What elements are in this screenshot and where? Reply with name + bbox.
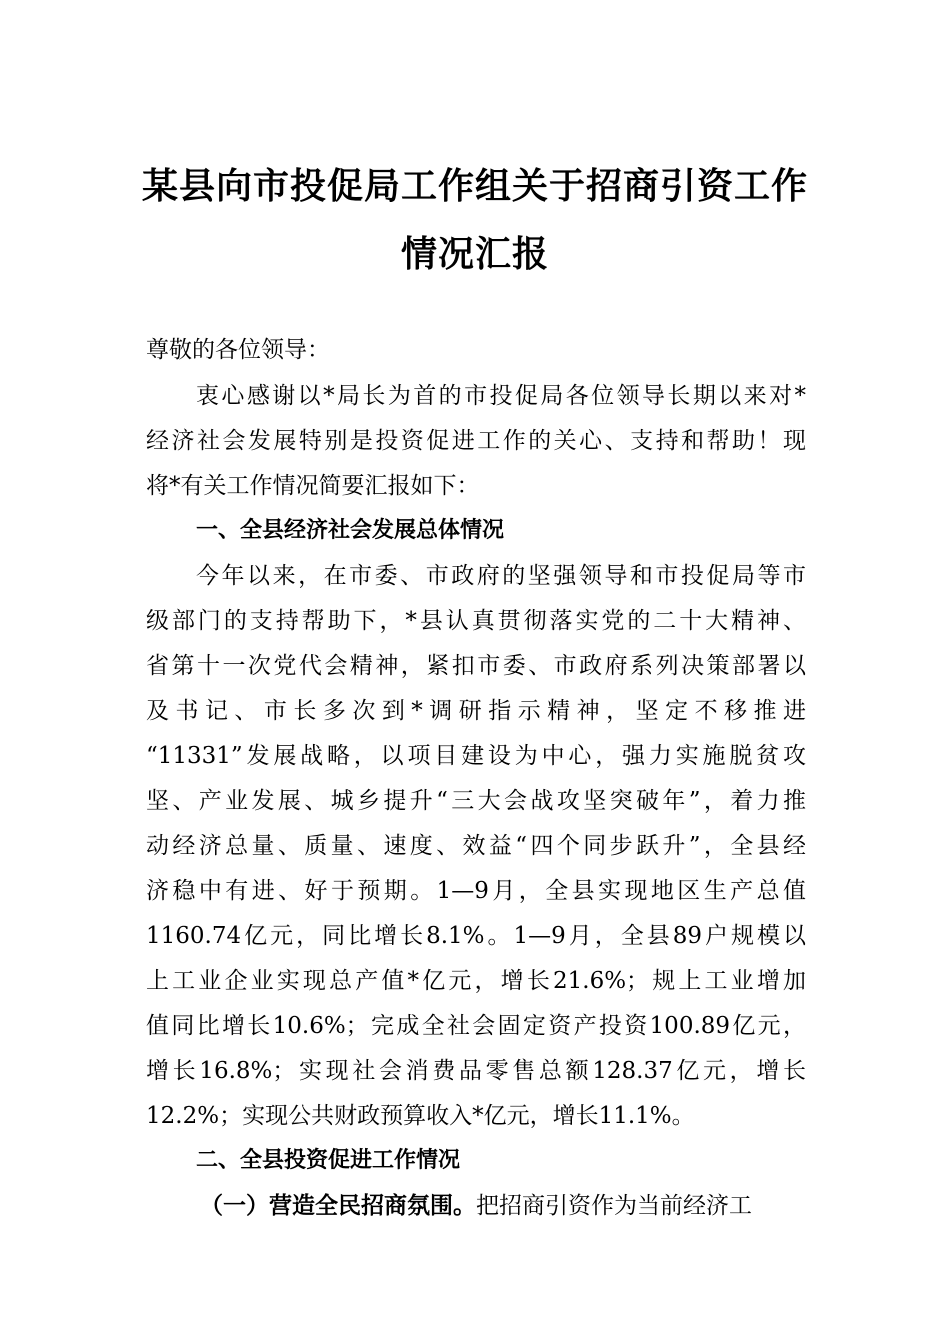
salutation: 尊敬的各位领导：	[146, 337, 330, 363]
section-1-heading: 一、全县经济社会发展总体情况	[196, 518, 505, 543]
subsection-1-text: 把招商引资作为当前经济工	[476, 1193, 752, 1219]
section-1-line: 级部门的支持帮助下，*县认真贯彻落实党的二十大精神、	[146, 608, 806, 634]
section-1-line: 今年以来，在市委、市政府的坚强领导和市投促局等市	[196, 563, 806, 589]
section-1-line: 值同比增长10.6%；完成全社会固定资产投资100.89亿元，	[146, 1013, 806, 1039]
intro-line: 衷心感谢以*局长为首的市投促局各位领导长期以来对*	[196, 383, 806, 409]
section-1-line: 坚、产业发展、城乡提升“三大会战攻坚突破年”，着力推	[146, 788, 806, 814]
section-1-line: 省第十一次党代会精神，紧扣市委、市政府系列决策部署以	[146, 653, 806, 679]
section-1-line: 上工业企业实现总产值*亿元，增长21.6%；规上工业增加	[146, 968, 806, 994]
section-1-line: 1160.74亿元，同比增长8.1%。1—9月，全县89户规模以	[146, 923, 806, 949]
section-2-subsection-1	[200, 1186, 806, 1226]
section-1-line: 12.2%；实现公共财政预算收入*亿元，增长11.1%。	[146, 1103, 695, 1129]
intro-line: 将*有关工作情况简要汇报如下：	[146, 473, 480, 499]
section-1-line: “11331”发展战略，以项目建设为中心，强力实施脱贫攻	[146, 743, 806, 769]
document-title-line-2: 情况汇报	[400, 233, 549, 275]
subsection-1-lead: （一）营造全民招商氛围。	[200, 1192, 476, 1219]
section-1-line: 济稳中有进、好于预期。1—9月，全县实现地区生产总值	[146, 878, 806, 904]
section-2-heading: 二、全县投资促进工作情况	[196, 1148, 461, 1173]
section-1-line: 动经济总量、质量、速度、效益“四个同步跃升”，全县经	[146, 833, 806, 859]
document-title-line-1: 某县向市投促局工作组关于招商引资工作	[141, 165, 808, 207]
intro-line: 经济社会发展特别是投资促进工作的关心、支持和帮助！现	[146, 428, 806, 454]
section-1-line: 及书记、市长多次到*调研指示精神，坚定不移推进	[146, 698, 806, 724]
section-1-line: 增长16.8%；实现社会消费品零售总额128.37亿元，增长	[146, 1058, 806, 1084]
